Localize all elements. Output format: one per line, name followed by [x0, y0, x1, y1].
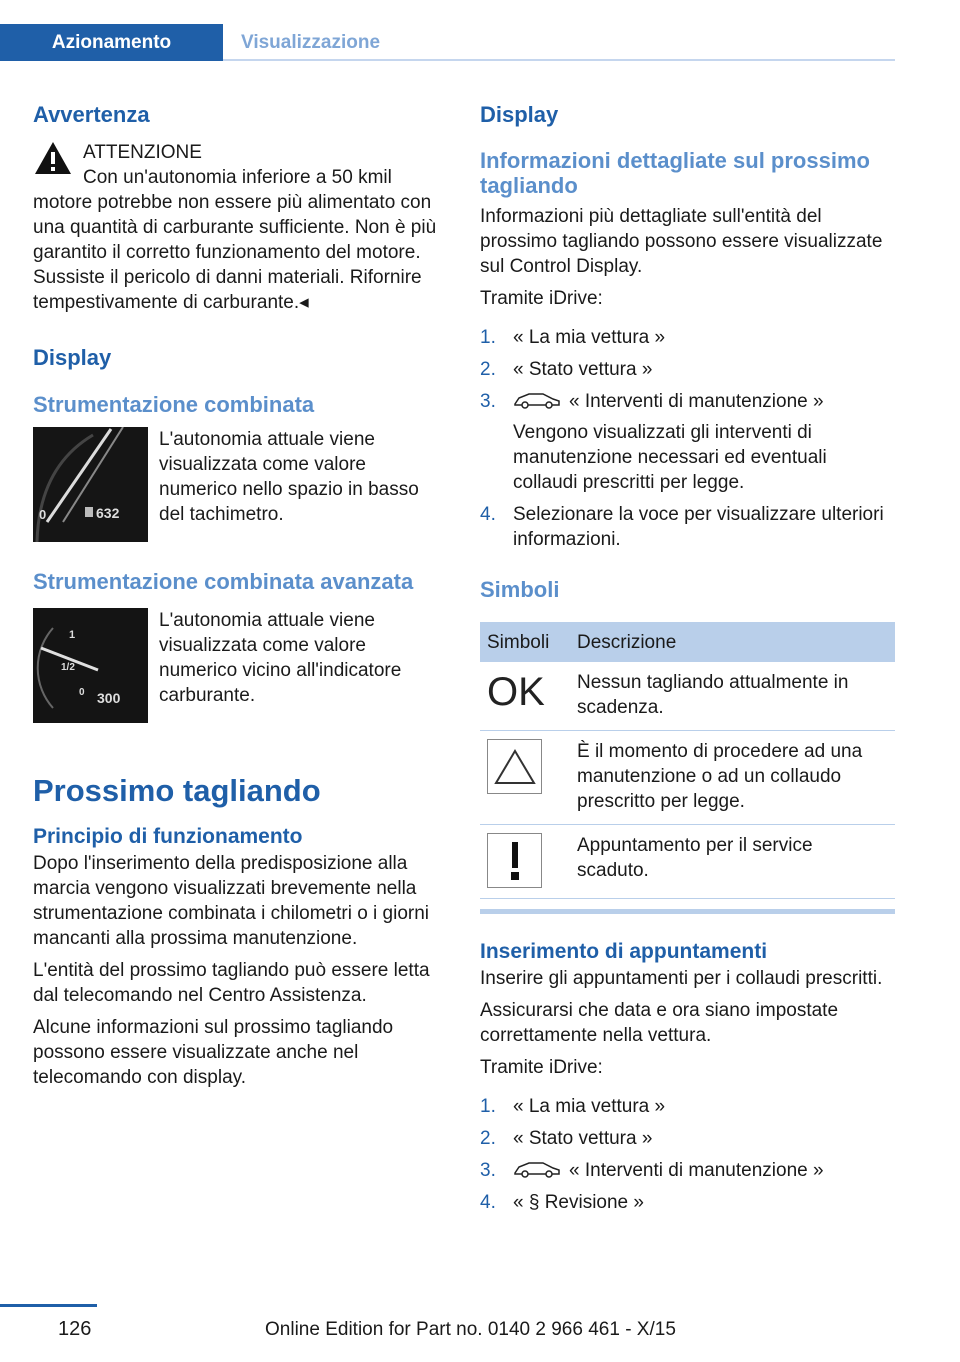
cluster-range-value: 632	[96, 505, 120, 521]
warning-title: Avvertenza	[33, 102, 150, 127]
table-cell: È il momento di procedere ad una manutenzione o ad un collaudo prescritto per legge.	[570, 731, 895, 825]
list-item: 3. « Interventi di manutenzione » Vengono visualizzati gli interventi di manutenzione necessari ed eventuali collaudi prescritti per legge.	[480, 389, 895, 495]
list-item: 1. « La mia vettura »	[480, 1096, 666, 1117]
principle-p1: Dopo l'inserimento della predisposizione alla marcia vengono visualizzati brevemente nella strumentazione combinata i chilometri o i giorni mancanti alla prossima manutenzione.	[33, 853, 430, 949]
cluster-block	[33, 427, 448, 542]
fuel-one-label: 1	[69, 629, 76, 641]
cluster-title: Strumentazione combinata	[33, 392, 315, 417]
info-text: Informazioni più dettagliate sull'entità del prossimo tagliando possono essere visualizzate sul Control Display.	[480, 206, 883, 277]
adv-cluster-text: L'autonomia attuale viene visualizzata come valore numerico vicino all'indicatore carburante.	[159, 610, 402, 706]
principle-p3: Alcune informazioni sul prossimo tagliando possono essere visualizzate anche nel telecomando con display.	[33, 1017, 394, 1088]
adv-range-value: 300	[97, 690, 121, 706]
tab-underline	[223, 59, 895, 61]
tab-azionamento[interactable]: Azionamento	[0, 24, 223, 61]
table-cell: Appuntamento per il service scaduto.	[570, 825, 895, 899]
symbols-table	[480, 622, 895, 899]
steps-list-1	[480, 325, 895, 552]
warning-icon	[33, 140, 73, 176]
fuel-half-label: 1/2	[61, 662, 75, 673]
table-end-rule	[480, 909, 895, 914]
left-column	[33, 100, 448, 1090]
table-cell: Nessun tagliando attualmente in scadenza.	[570, 662, 895, 731]
step-3-detail: Vengono visualizzati gli interventi di manutenzione necessari ed eventuali collaudi prescritti per legge.	[513, 422, 827, 493]
service-title: Prossimo tagliando	[33, 773, 321, 808]
warning-triangle-icon	[487, 739, 542, 794]
exclamation-icon	[487, 833, 542, 888]
appointments-p2: Assicurarsi che data e ora siano impostate correttamente nella vettura.	[480, 1000, 839, 1046]
list-item: 4. « § Revisione »	[480, 1192, 644, 1213]
table-header: Simboli	[480, 622, 570, 662]
warning-label: ATTENZIONE	[83, 142, 202, 163]
via-idrive-2: Tramite iDrive:	[480, 1057, 603, 1078]
steps-list-2	[480, 1094, 895, 1215]
table-row	[480, 731, 895, 825]
adv-cluster-image	[33, 608, 148, 723]
principle-p2: L'entità del prossimo tagliando può essere letta dal telecomando nel Centro Assistenza.	[33, 960, 430, 1006]
display-title-left: Display	[33, 345, 112, 370]
table-row	[480, 825, 895, 899]
car-icon	[513, 390, 561, 410]
list-item: 4. Selezionare la voce per visualizzare ulteriori informazioni.	[480, 504, 884, 550]
table-header: Descrizione	[570, 622, 895, 662]
symbols-title: Simboli	[480, 577, 560, 602]
list-item: 2. « Stato vettura »	[480, 359, 653, 380]
tab-visualizzazione[interactable]: Visualizzazione	[241, 32, 381, 53]
appointments-title: Inserimento di appuntamenti	[480, 940, 768, 963]
right-column	[480, 100, 895, 1222]
car-icon	[513, 1159, 561, 1179]
cluster-image	[33, 427, 148, 542]
adv-cluster-title: Strumentazione combinata avanzata	[33, 569, 414, 594]
footer-rule	[0, 1304, 97, 1307]
appointments-p1: Inserire gli appuntamenti per i collaudi prescritti.	[480, 968, 883, 989]
list-item: 3. « Interventi di manutenzione »	[480, 1160, 824, 1181]
table-header-row	[480, 622, 895, 662]
cluster-text: L'autonomia attuale viene visualizzata come valore numerico nello spazio in basso del tachimetro.	[159, 429, 419, 525]
page-number: 126	[58, 1318, 92, 1340]
display-title-right: Display	[480, 102, 559, 127]
list-item: 2. « Stato vettura »	[480, 1128, 653, 1149]
principle-title: Principio di funzionamento	[33, 825, 303, 848]
via-idrive-1: Tramite iDrive:	[480, 288, 603, 309]
list-item: 1. « La mia vettura »	[480, 327, 666, 348]
cluster-zero-label: 0	[39, 507, 47, 522]
edition-footer: Online Edition for Part no. 0140 2 966 461 - X/15	[265, 1319, 676, 1340]
warning-text-2: motore potrebbe non essere più alimentato con una quantità di carburante sufficiente. Non è più garantito il corretto funzionamento del motore. Sussiste il pericolo di danni materiali. Rifornire tempestivamente di carburante.◂	[33, 192, 437, 313]
fuel-zero-label: 0	[79, 687, 85, 698]
adv-cluster-block	[33, 608, 448, 723]
table-row	[480, 662, 895, 731]
ok-symbol: OK	[487, 670, 545, 714]
header-tabs	[0, 24, 895, 61]
warning-block	[33, 100, 448, 315]
info-title: Informazioni dettagliate sul prossimo tagliando	[480, 148, 870, 198]
warning-text-1: Con un'autonomia inferiore a 50 kmil	[83, 167, 392, 188]
